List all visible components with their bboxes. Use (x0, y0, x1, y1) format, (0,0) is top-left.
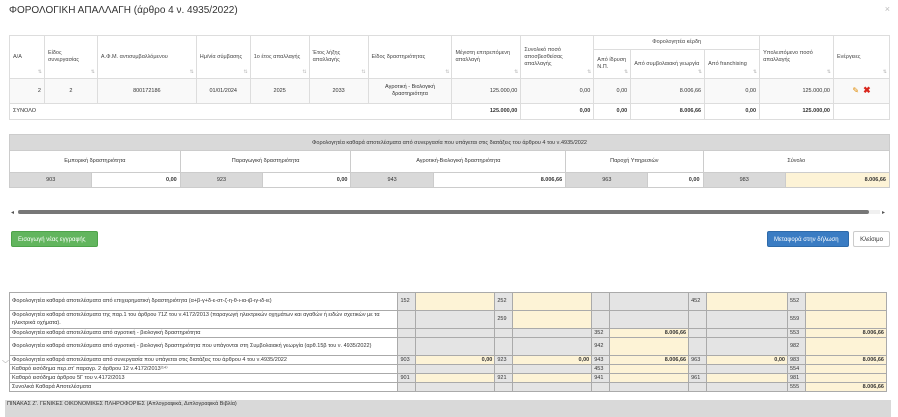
field-input[interactable] (416, 292, 495, 310)
field-code: 453 (592, 364, 610, 373)
form-row (10, 337, 887, 355)
close-button[interactable]: Κλείσιμο (853, 231, 890, 247)
new-record-button[interactable]: Εισαγωγή νέας εγγραφής (11, 231, 98, 247)
field-code: 901 (398, 373, 416, 382)
field-input[interactable] (610, 337, 689, 355)
sort-icon: ⇅ (752, 69, 758, 75)
cell-ypoleipomeno: 125.000,00 (760, 79, 834, 104)
field-code: 259 (495, 310, 513, 328)
field-input[interactable] (805, 310, 886, 328)
col-date[interactable]: Ημ/νία σύμβασης ⇅ (196, 36, 250, 79)
field-code: 923 (495, 355, 513, 364)
cell-franchising: 0,00 (705, 79, 760, 104)
sort-icon: ⇅ (189, 69, 194, 75)
field-input[interactable]: 8.006,66 (805, 355, 886, 364)
col-aa[interactable]: Α/Α ⇅ (10, 36, 45, 79)
form-row (10, 382, 887, 391)
summary-code: 903 (10, 173, 92, 188)
scrollbar-thumb[interactable] (18, 210, 869, 214)
group-header-profits: Φορολογητέα κέρδη (594, 36, 760, 50)
close-icon[interactable]: ✖ (863, 84, 871, 95)
summary-code: 943 (351, 173, 433, 188)
total-ypoleipomeno: 125.000,00 (760, 104, 834, 120)
sort-icon: ⇅ (243, 69, 248, 75)
table-row[interactable] (10, 79, 890, 104)
field-code: 559 (787, 310, 805, 328)
form-row (10, 310, 887, 328)
cell-actions (833, 79, 889, 104)
col-symvolaiaki[interactable]: Από συμβολαιακή γεωργία ⇅ (631, 50, 705, 79)
cell-activity: Αγροτική - Βιολογική δραστηριότητα (368, 79, 452, 104)
col-activity[interactable]: Είδος δραστηριότητας ⇅ (368, 36, 452, 79)
close-icon[interactable]: × (884, 4, 890, 14)
field-input[interactable] (610, 364, 689, 373)
cell-date: 01/01/2024 (196, 79, 250, 104)
summary-title: Φορολογητέα καθαρά αποτελέσματα από συνεργασία που υπάγεται στις διατάξεις του άρθρου 4 του ν.4935/2022 (10, 135, 890, 151)
field-code: 352 (592, 328, 610, 337)
field-input[interactable] (805, 337, 886, 355)
sort-icon: ⇅ (90, 69, 95, 75)
horizontal-scrollbar[interactable] (18, 210, 880, 214)
sort-icon: ⇅ (826, 69, 831, 75)
field-input[interactable] (416, 373, 495, 382)
field-code: 983 (787, 355, 805, 364)
col-idrysi[interactable]: Από ίδρυση Ν.Π. ⇅ (594, 50, 631, 79)
summary-code: 983 (703, 173, 785, 188)
form-row (10, 292, 887, 310)
field-input[interactable]: 0,00 (707, 355, 788, 364)
modal-title: ΦΟΡΟΛΟΓΙΚΗ ΑΠΑΛΛΑΓΗ (άρθρο 4 ν. 4935/2022) (9, 5, 238, 16)
scroll-right-icon[interactable]: ▸ (882, 210, 886, 216)
summary-value[interactable]: 8.006,66 (433, 173, 565, 188)
total-amortized: 0,00 (521, 104, 594, 120)
form-row (10, 364, 887, 373)
summary-code: 923 (180, 173, 262, 188)
field-code: 982 (787, 337, 805, 355)
cell-idrysi: 0,00 (594, 79, 631, 104)
summary-cat-ypiresies: Παροχή Υπηρεσιών (566, 151, 703, 173)
field-code: 903 (398, 355, 416, 364)
total-symvolaiaki: 8.006,66 (631, 104, 705, 120)
col-afm[interactable]: Α.Φ.Μ. αντισυμβαλλόμενου ⇅ (97, 36, 196, 79)
field-input[interactable] (610, 373, 689, 382)
cell-amortized: 0,00 (521, 79, 594, 104)
cell-max: 125.000,00 (452, 79, 521, 104)
sort-icon: ⇅ (37, 69, 42, 75)
field-input[interactable] (805, 292, 886, 310)
row-label: Φορολογητέα καθαρά αποτελέσματα από συνεργασία που υπάγεται στις διατάξεις του άρθρου 4 του ν.4935/2022 (10, 355, 398, 364)
field-input[interactable]: 0,00 (416, 355, 495, 364)
total-franchising: 0,00 (705, 104, 760, 120)
field-input[interactable]: 8.006,66 (610, 355, 689, 364)
field-code: 552 (787, 292, 805, 310)
scroll-left-icon[interactable]: ◂ (11, 210, 15, 216)
row-label: Φορολογητέα καθαρά αποτελέσματα από επιχειρηματική δραστηριότητα (α+β-γ+δ-ε-στ-ζ-η-θ-ι-ια-ιβ-ιγ-ιδ-ιε) (10, 292, 398, 310)
field-input[interactable] (707, 373, 788, 382)
field-input[interactable]: 8.006,66 (805, 382, 886, 391)
sort-icon: ⇅ (587, 69, 592, 75)
col-eidos[interactable]: Είδος συνεργασίας ⇅ (44, 36, 97, 79)
field-input[interactable] (513, 292, 592, 310)
col-end-year[interactable]: Έτος λήξης απαλλαγής ⇅ (309, 36, 368, 79)
summary-cat-synolo: Σύνολο (703, 151, 889, 173)
field-code: 252 (495, 292, 513, 310)
total-row (10, 104, 890, 120)
cell-symvolaiaki: 8.006,66 (631, 79, 705, 104)
section-footer: ΠΙΝΑΚΑΣ Ζ'. ΓΕΝΙΚΕΣ ΟΙΚΟΝΟΜΙΚΕΣ ΠΛΗΡΟΦΟΡΙΕΣ (Απλογραφικά, Διπλογραφικά Βιβλία) (5, 400, 891, 417)
field-code: 555 (787, 382, 805, 391)
field-code: 452 (689, 292, 707, 310)
field-input[interactable]: 8.006,66 (610, 328, 689, 337)
form-row (10, 355, 887, 364)
row-label: Συνολικά Καθαρά Αποτελέσματα (10, 382, 398, 391)
field-code: 961 (689, 373, 707, 382)
pencil-icon[interactable]: ✎ (852, 85, 860, 95)
sort-icon: ⇅ (882, 69, 887, 75)
field-code: 941 (592, 373, 610, 382)
field-input[interactable] (805, 373, 886, 382)
field-code: 963 (689, 355, 707, 364)
field-input[interactable]: 0,00 (513, 355, 592, 364)
form-row (10, 373, 887, 382)
summary-code: 963 (566, 173, 648, 188)
col-amortized[interactable]: Συνολικό ποσό αποσβεσθείσας απαλλαγής ⇅ (521, 36, 594, 79)
sort-icon: ⇅ (302, 69, 307, 75)
row-label: Φορολογητέα καθαρά αποτελέσματα από αγροτική - βιολογική δραστηριότητα που υπάγονται στη Συμβολαιακή γεωργία (αρθ.15β του ν. 4935/2022) (10, 337, 398, 355)
row-label: Καθαρό εισόδημα άρθρου 5Γ του ν.4172/2013 (10, 373, 398, 382)
row-label: Φορολογητέα καθαρά αποτελέσματα από αγροτική - βιολογική δραστηριότητα (10, 328, 398, 337)
results-form (9, 284, 887, 392)
row-label: Καθαρό εισόδημα περ.στ' παραγρ. 2 άρθρου 12 ν.4172/2013⁽¹⁴⁾ (10, 364, 398, 373)
row-label: Φορολογητέα καθαρά αποτελέσματα της παρ.1 του άρθρου 71Ζ του ν.4172/2013 (παραγωγή ηλεκτρικών οχημάτων και αγαθών ή ειδών σχετικών με τα ηλεκτρικά οχήματα). (10, 310, 398, 328)
summary-cat-emporiki: Εμπορική δραστηριότητα (10, 151, 181, 173)
field-input[interactable] (513, 310, 592, 328)
exemption-grid (9, 35, 890, 120)
field-input[interactable] (707, 292, 788, 310)
field-input[interactable]: 8.006,66 (805, 328, 886, 337)
summary-cat-agrotiki: Αγροτική-Βιολογική δραστηριότητα (351, 151, 566, 173)
field-code: 942 (592, 337, 610, 355)
total-idrysi: 0,00 (594, 104, 631, 120)
col-ypoleipomeno[interactable]: Υπολειπόμενο ποσό απαλλαγής ⇅ (760, 36, 834, 79)
sort-icon: ⇅ (361, 69, 366, 75)
summary-total-value[interactable]: 8.006,66 (785, 173, 889, 188)
sort-icon: ⇅ (624, 69, 629, 75)
field-code: 981 (787, 373, 805, 382)
sort-icon: ⇅ (697, 69, 703, 75)
summary-value[interactable]: 0,00 (92, 173, 180, 188)
col-franchising[interactable]: Από franchising ⇅ (705, 50, 760, 79)
summary-table (9, 134, 890, 188)
field-code: 943 (592, 355, 610, 364)
field-code: 554 (787, 364, 805, 373)
field-input[interactable] (805, 364, 886, 373)
summary-cat-paragogiki: Παραγωγική δραστηριότητα (180, 151, 351, 173)
transfer-button[interactable]: Μεταφορά στην δήλωση (767, 231, 849, 247)
sort-icon: ⇅ (514, 69, 519, 75)
field-code: 921 (495, 373, 513, 382)
cell-end-year: 2033 (309, 79, 368, 104)
field-code: 553 (787, 328, 805, 337)
chevron-down-icon[interactable]: ﹀ (2, 361, 9, 368)
sort-icon: ⇅ (445, 69, 450, 75)
field-input[interactable] (513, 373, 592, 382)
col-first-year[interactable]: 1ο έτος απαλλαγής ⇅ (250, 36, 309, 79)
summary-value[interactable]: 0,00 (648, 173, 703, 188)
total-label: ΣΥΝΟΛΟ (10, 104, 452, 120)
form-row (10, 328, 887, 337)
total-max: 125.000,00 (452, 104, 521, 120)
cell-aa: 2 (10, 79, 45, 104)
cell-eidos: 2 (44, 79, 97, 104)
field-code: 152 (398, 292, 416, 310)
cell-afm: 800172186 (97, 79, 196, 104)
col-max[interactable]: Μέγιστη επιτρεπόμενη απαλλαγή ⇅ (452, 36, 521, 79)
col-actions[interactable]: Ενέργειες ⇅ (833, 36, 889, 79)
summary-value[interactable]: 0,00 (263, 173, 351, 188)
cell-first-year: 2025 (250, 79, 309, 104)
